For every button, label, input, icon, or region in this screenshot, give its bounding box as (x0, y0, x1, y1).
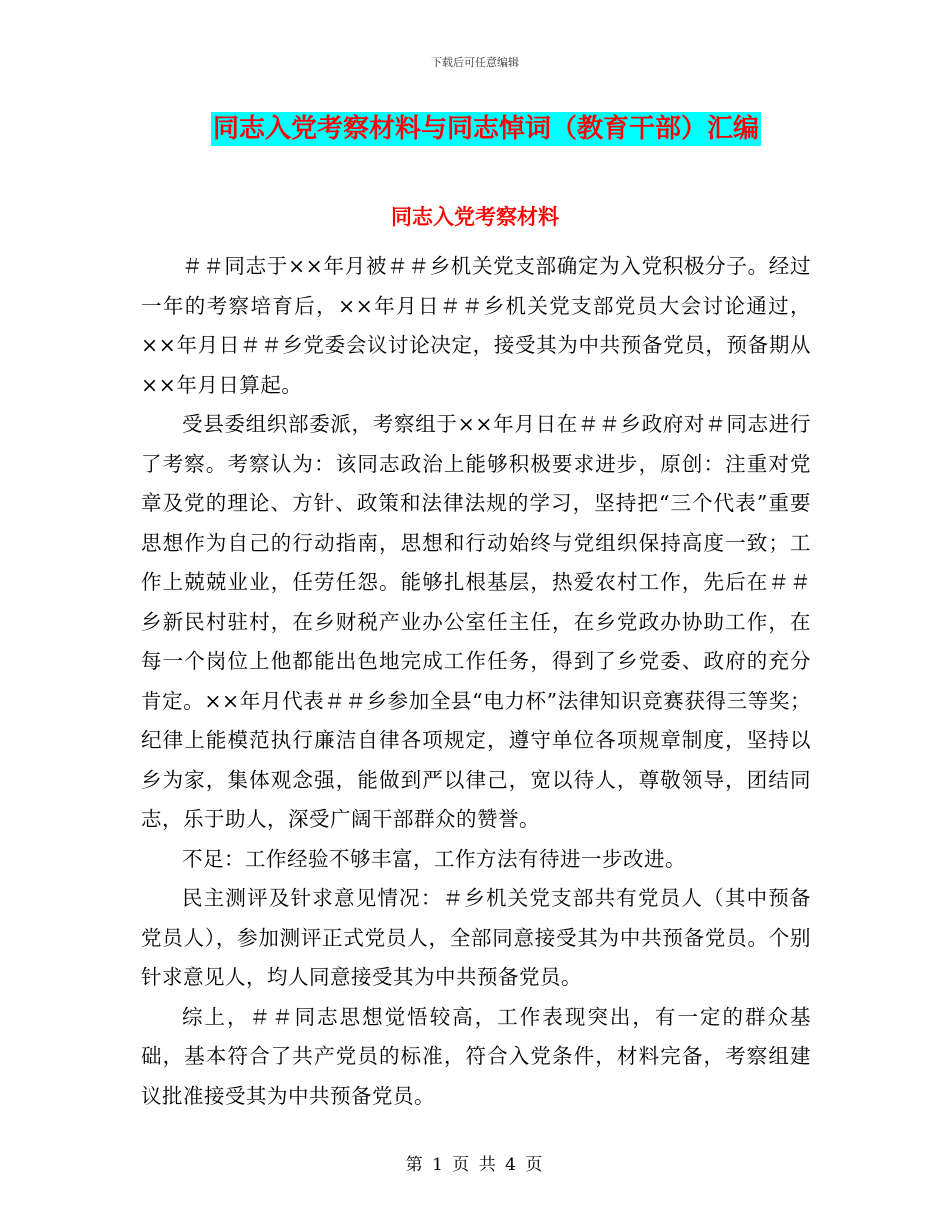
paragraph: 受县委组织部委派，考察组于××年月日在＃＃乡政府对＃同志进行了考察。考察认为：该同志政治上能够积极要求进步，原创：注重对党章及党的理论、方针、政策和法律法规的学习，坚持把“三个代表”重要思想作为自己的行动指南，思想和行动始终与党组织保持高度一致；工作上兢兢业业，任劳任怨。能够扎根基层，热爱农村工作，先后在＃＃乡新民村驻村，在乡财税产业办公室任主任，在乡党政办协助工作，在每一个岗位上他都能出色地完成工作任务，得到了乡党委、政府的充分肯定。××年月代表＃＃乡参加全县“电力杯”法律知识竞赛获得三等奖；纪律上能模范执行廉洁自律各项规定，遵守单位各项规章制度，坚持以乡为家，集体观念强，能做到严以律己，宽以待人，尊敬领导，团结同志，乐于助人，深受广阔干部群众的赞誉。 (141, 412, 811, 831)
paragraph: 综上，＃＃同志思想觉悟较高，工作表现突出，有一定的群众基础，基本符合了共产党员的标准，符合入党条件，材料完备，考察组建议批准接受其为中共预备党员。 (141, 1004, 811, 1108)
document-body (141, 247, 811, 1116)
section-title: 同志入党考察材料 (391, 205, 559, 229)
page-footer: 第 1 页 共 4 页 (405, 1155, 545, 1175)
paragraph: 民主测评及针求意见情况：＃乡机关党支部共有党员人（其中预备党员人），参加测评正式党员人，全部同意接受其为中共预备党员。个别针求意见人，均人同意接受其为中共预备党员。 (141, 886, 811, 989)
document-title-container (0, 112, 950, 146)
paragraph: 不足：工作经验不够丰富，工作方法有待进一步改进。 (182, 846, 686, 871)
document-title: 同志入党考察材料与同志悼词（教育干部）汇编 (212, 114, 759, 144)
header-note: 下载后可任意编辑 (431, 56, 519, 69)
paragraph: ＃＃同志于××年月被＃＃乡机关党支部确定为入党积极分子。经过一年的考察培育后，××年月日＃＃乡机关党支部党员大会讨论通过，××年月日＃＃乡党委会议讨论决定，接受其为中共预备党员，预备期从××年月日算起。 (141, 254, 811, 397)
